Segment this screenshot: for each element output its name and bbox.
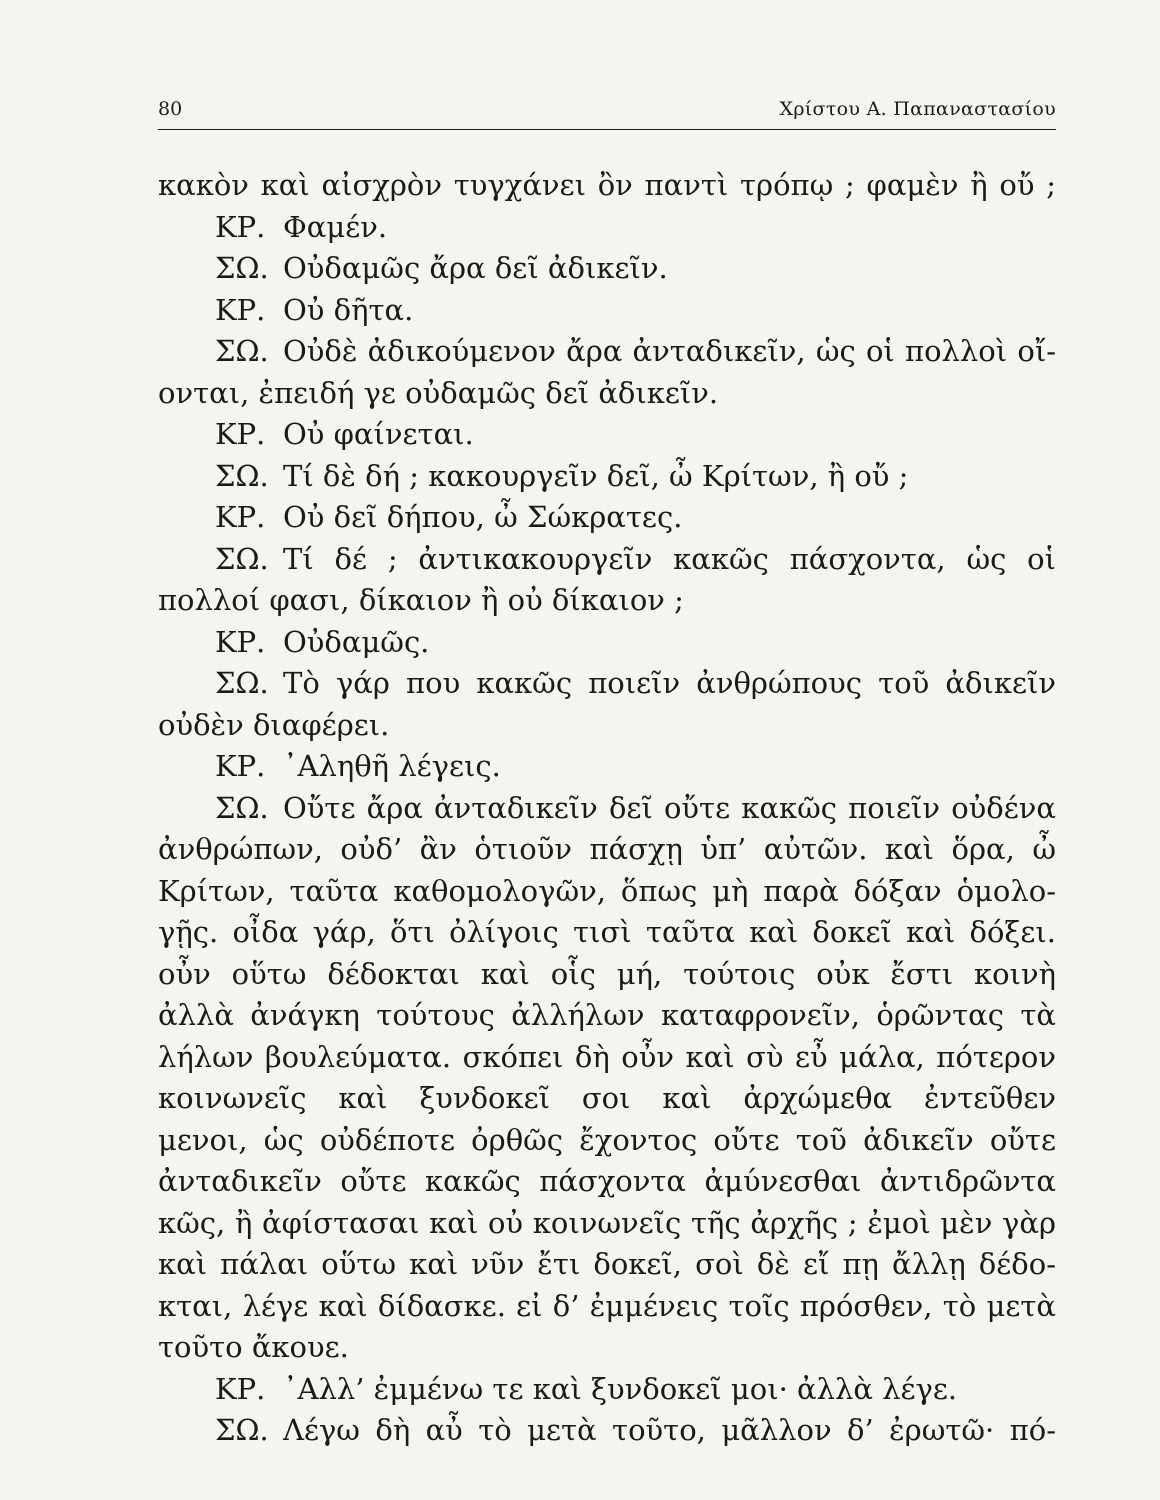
text-line: ονται, ἐπειδή γε οὐδαμῶς δεῖ ἀδικεῖν. — [158, 375, 719, 410]
dialogue-line — [158, 663, 1056, 705]
speaker-label: ΚΡ. — [215, 500, 266, 534]
dialogue-line — [158, 497, 1056, 539]
text-line: κακὸν καὶ αἰσχρὸν τυγχάνει ὂν παντὶ τρόπῳ ; φαμὲν ἢ οὔ ; — [158, 168, 1056, 202]
speech-text: Οὐ δῆτα. — [283, 292, 414, 327]
speech-text: Τί δὲ δή ; κακουργεῖν δεῖ, ὦ Κρίτων, ἢ οὔ ; — [283, 458, 909, 493]
text-line: πολλοί φασι, δίκαιον ἢ οὐ δίκαιον ; — [158, 583, 684, 617]
speech-text: Οὐ φαίνεται. — [283, 417, 474, 451]
text-line: οὖν οὕτω δέδοκται καὶ οἷς μή, τούτοις οὐκ ἔστι κοινὴ — [158, 956, 1056, 991]
dialogue-line — [158, 456, 1056, 498]
text-line: τοῦτο ἄκουε. — [158, 1330, 349, 1364]
text-line: ἀνθρώπων, οὐδ’ ἂν ὁτιοῦν πάσχῃ ὑπ’ αὐτῶν. καὶ ὅρα, ὦ — [158, 832, 1056, 866]
text-line: ἀνταδικεῖν οὔτε κακῶς πάσχοντα ἀμύνεσθαι ἀντιδρῶντα — [158, 1164, 1056, 1198]
dialogue-line — [158, 331, 1056, 373]
speaker-label: ΚΡ. — [215, 417, 266, 451]
dialogue-text — [158, 165, 1056, 1452]
dialogue-line — [158, 414, 1056, 456]
dialogue-line — [158, 1410, 1056, 1452]
speaker-label: ΚΡ. — [215, 624, 266, 659]
text-line: κοινωνεῖς καὶ ξυνδοκεῖ σοι καὶ ἀρχώμεθα ἐντεῦθεν — [158, 1081, 1056, 1115]
text-line: οὐδὲν διαφέρει. — [158, 707, 390, 742]
dialogue-line — [158, 1369, 1056, 1411]
page-header — [158, 98, 1056, 128]
speech-text: Τὸ γάρ που κακῶς ποιεῖν ἀνθρώπους τοῦ ἀδικεῖν — [283, 666, 1056, 700]
text-line: λήλων βουλεύματα. σκόπει δὴ οὖν καὶ σὺ εὖ μάλα, πότερον — [158, 1039, 1056, 1074]
page-number: 80 — [158, 98, 183, 120]
dialogue-line — [158, 207, 1056, 249]
speaker-label: ΚΡ. — [215, 209, 266, 244]
speaker-label: ΚΡ. — [215, 1371, 266, 1406]
speech-text: Λέγω δὴ αὖ τὸ μετὰ τοῦτο, μᾶλλον δ’ ἐρωτῶ· πό- — [283, 1413, 1056, 1447]
speech-text: Φαμέν. — [283, 209, 388, 244]
speaker-label: ΣΩ. — [215, 334, 269, 368]
dialogue-line — [158, 622, 1056, 664]
dialogue-line — [158, 746, 1056, 788]
text-line: κται, λέγε καὶ δίδασκε. εἰ δ’ ἐμμένεις τοῖς πρόσθεν, τὸ μετὰ — [158, 1288, 1056, 1323]
text-line: γῇς. οἶδα γάρ, ὅτι ὀλίγοις τισὶ ταῦτα καὶ δοκεῖ καὶ δόξει. — [158, 915, 1056, 949]
speaker-label: ΣΩ. — [215, 458, 269, 493]
text-line: μενοι, ὡς οὐδέποτε ὀρθῶς ἔχοντος οὔτε τοῦ ἀδικεῖν οὔτε — [158, 1122, 1056, 1157]
speaker-label: ΚΡ. — [215, 749, 266, 783]
running-head: Χρίστου Α. Παπαναστασίου — [779, 98, 1056, 120]
text-line: ἀλλὰ ἀνάγκη τούτους ἀλλήλων καταφρονεῖν, ὁρῶντας τὰ — [158, 998, 1056, 1032]
speech-text: ᾿Αληθῆ λέγεις. — [283, 749, 501, 783]
speech-text: Οὐδὲ ἀδικούμενον ἄρα ἀνταδικεῖν, ὡς οἱ πολλοὶ οἴ- — [283, 334, 1056, 368]
dialogue-line — [158, 290, 1056, 332]
text-line: καὶ πάλαι οὕτω καὶ νῦν ἔτι δοκεῖ, σοὶ δὲ εἴ πῃ ἄλλῃ δέδο- — [158, 1247, 1056, 1281]
dialogue-line — [158, 788, 1056, 830]
dialogue-line — [158, 539, 1056, 581]
speech-text: ᾿Αλλ’ ἐμμένω τε καὶ ξυνδοκεῖ μοι· ἀλλὰ λέγε. — [283, 1371, 958, 1406]
speech-text: Οὐ δεῖ δήπου, ὦ Σώκρατες. — [283, 500, 683, 534]
speech-text: Τί δέ ; ἀντικακουργεῖν κακῶς πάσχοντα, ὡς οἱ — [283, 541, 1056, 576]
speaker-label: ΚΡ. — [215, 292, 266, 327]
speaker-label: ΣΩ. — [215, 541, 269, 576]
speech-text: Οὔτε ἄρα ἀνταδικεῖν δεῖ οὔτε κακῶς ποιεῖν οὐδένα — [283, 790, 1056, 825]
dialogue-line — [158, 248, 1056, 290]
speech-text: Οὐδαμῶς. — [283, 624, 430, 659]
speaker-label: ΣΩ. — [215, 1413, 269, 1447]
speaker-label: ΣΩ. — [215, 666, 269, 700]
header-rule — [158, 129, 1056, 130]
speaker-label: ΣΩ. — [215, 251, 269, 285]
text-line: Κρίτων, ταῦτα καθομολογῶν, ὅπως μὴ παρὰ δόξαν ὁμολο- — [158, 873, 1056, 908]
speaker-label: ΣΩ. — [215, 790, 269, 825]
speech-text: Οὐδαμῶς ἄρα δεῖ ἀδικεῖν. — [283, 251, 668, 285]
text-line: κῶς, ἢ ἀφίστασαι καὶ οὐ κοινωνεῖς τῆς ἀρχῆς ; ἐμοὶ μὲν γὰρ — [158, 1205, 1056, 1240]
